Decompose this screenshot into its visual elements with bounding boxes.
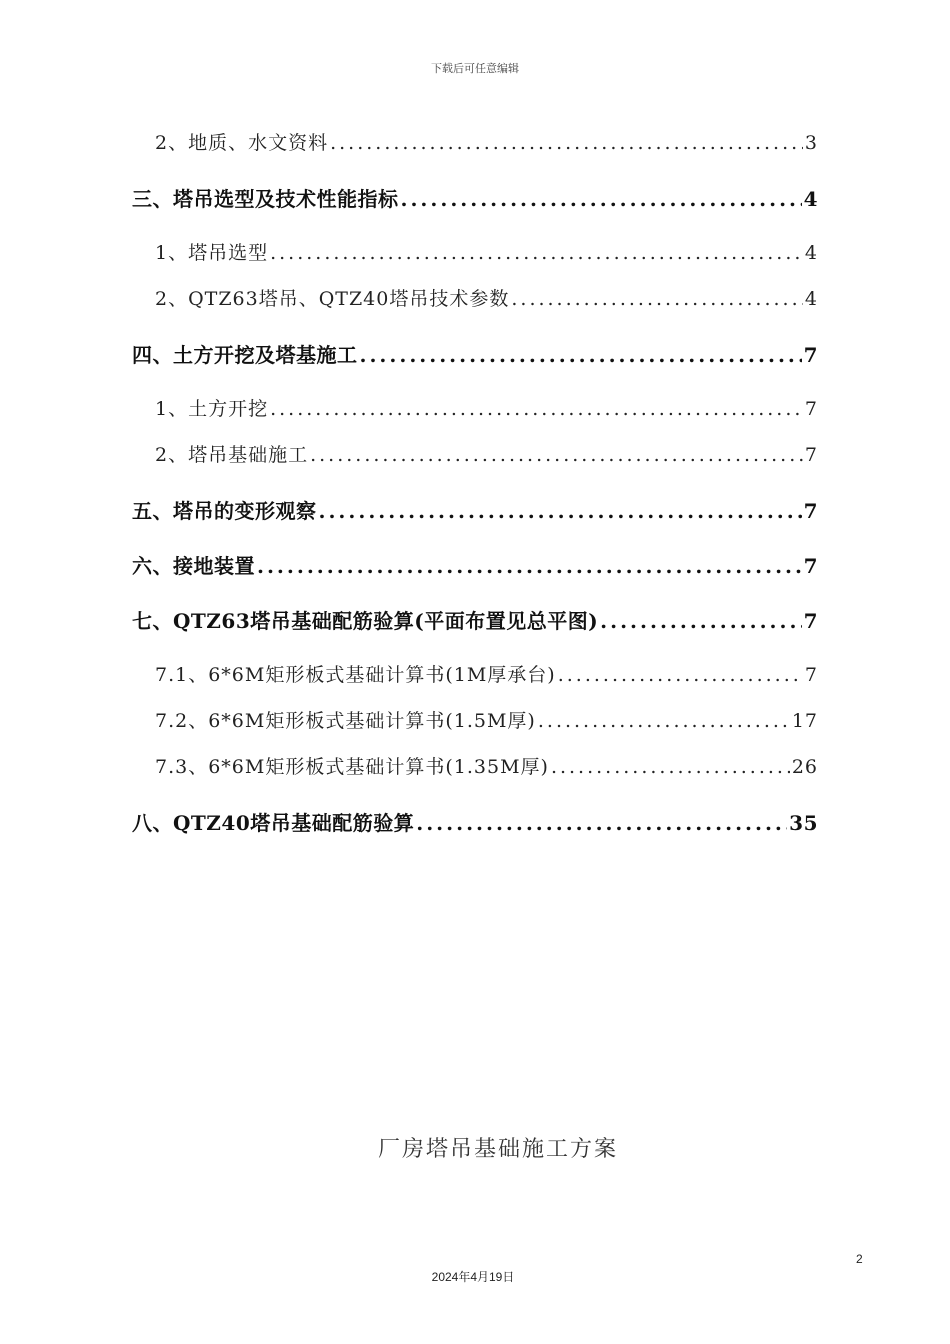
toc-entry-title: 2、塔吊基础施工 bbox=[155, 444, 309, 466]
toc-entry-page: 35 bbox=[789, 811, 818, 835]
toc-leader-dots bbox=[511, 288, 803, 310]
toc-leader-dots bbox=[360, 343, 802, 367]
toc-leader-dots bbox=[319, 499, 802, 523]
toc-leader-dots bbox=[310, 444, 803, 466]
toc-entry-page: 17 bbox=[791, 710, 818, 732]
document-title: 厂房塔吊基础施工方案 bbox=[377, 1137, 618, 1162]
toc-entry[interactable] bbox=[132, 550, 818, 579]
toc-entry-title: 1、土方开挖 bbox=[155, 398, 269, 420]
toc-entry[interactable] bbox=[132, 339, 818, 368]
toc-entry[interactable] bbox=[155, 440, 818, 467]
toc-entry[interactable] bbox=[155, 706, 818, 733]
toc-leader-dots bbox=[270, 398, 803, 420]
toc-entry-title: 八、QTZ40塔吊基础配筋验算 bbox=[132, 811, 415, 835]
toc-entry-title: 六、接地装置 bbox=[132, 554, 255, 578]
toc-entry-title: 7.1、6*6M矩形板式基础计算书(1M厚承台) bbox=[155, 664, 556, 686]
toc-entry-title: 三、塔吊选型及技术性能指标 bbox=[132, 187, 399, 211]
toc-entry[interactable] bbox=[132, 807, 818, 836]
toc-entry-page: 3 bbox=[804, 132, 818, 154]
toc-entry-page: 4 bbox=[804, 288, 818, 310]
page-header: 下载后可任意编辑 bbox=[431, 62, 519, 75]
toc-entry[interactable] bbox=[155, 238, 818, 265]
toc-leader-dots bbox=[257, 554, 802, 578]
toc-leader-dots bbox=[416, 811, 787, 835]
toc-entry-title: 1、塔吊选型 bbox=[155, 242, 269, 264]
toc-entry-title: 7.3、6*6M矩形板式基础计算书(1.35M厚) bbox=[155, 756, 549, 778]
toc-leader-dots bbox=[600, 609, 801, 633]
toc-entry[interactable] bbox=[132, 605, 818, 634]
footer-date: 2024年4月19日 bbox=[431, 1270, 515, 1284]
toc-entry-title: 五、塔吊的变形观察 bbox=[132, 499, 317, 523]
toc-entry-title: 七、QTZ63塔吊基础配筋验算(平面布置见总平图) bbox=[132, 609, 599, 633]
toc-leader-dots bbox=[538, 710, 790, 732]
toc-entry[interactable] bbox=[155, 660, 818, 687]
toc-entry-title: 四、土方开挖及塔基施工 bbox=[132, 343, 358, 367]
toc-entry-page: 7 bbox=[803, 499, 818, 523]
toc-entry-page: 26 bbox=[791, 756, 818, 778]
toc-entry[interactable] bbox=[155, 284, 818, 311]
toc-entry[interactable] bbox=[155, 752, 818, 779]
toc-entry[interactable] bbox=[155, 128, 818, 155]
toc-entry-title: 7.2、6*6M矩形板式基础计算书(1.5M厚) bbox=[155, 710, 536, 732]
toc-entry-page: 7 bbox=[804, 398, 818, 420]
toc-entry-page: 7 bbox=[803, 343, 818, 367]
toc-entry-page: 7 bbox=[803, 554, 818, 578]
toc-entry[interactable] bbox=[155, 394, 818, 421]
toc-entry-page: 7 bbox=[803, 609, 818, 633]
toc-entry-title: 2、QTZ63塔吊、QTZ40塔吊技术参数 bbox=[155, 288, 510, 310]
toc-entry-page: 7 bbox=[804, 444, 818, 466]
toc-entry-page: 4 bbox=[804, 242, 818, 264]
page-number: 2 bbox=[856, 1252, 863, 1266]
toc-entry-page: 4 bbox=[803, 187, 818, 211]
toc-leader-dots bbox=[558, 664, 803, 686]
toc-leader-dots bbox=[270, 242, 803, 264]
toc-leader-dots bbox=[401, 187, 802, 211]
toc-leader-dots bbox=[551, 756, 790, 778]
toc-entry-title: 2、地质、水文资料 bbox=[155, 132, 329, 154]
toc-leader-dots bbox=[330, 132, 803, 154]
toc-entry[interactable] bbox=[132, 495, 818, 524]
toc-entry[interactable] bbox=[132, 183, 818, 212]
toc-entry-page: 7 bbox=[804, 664, 818, 686]
